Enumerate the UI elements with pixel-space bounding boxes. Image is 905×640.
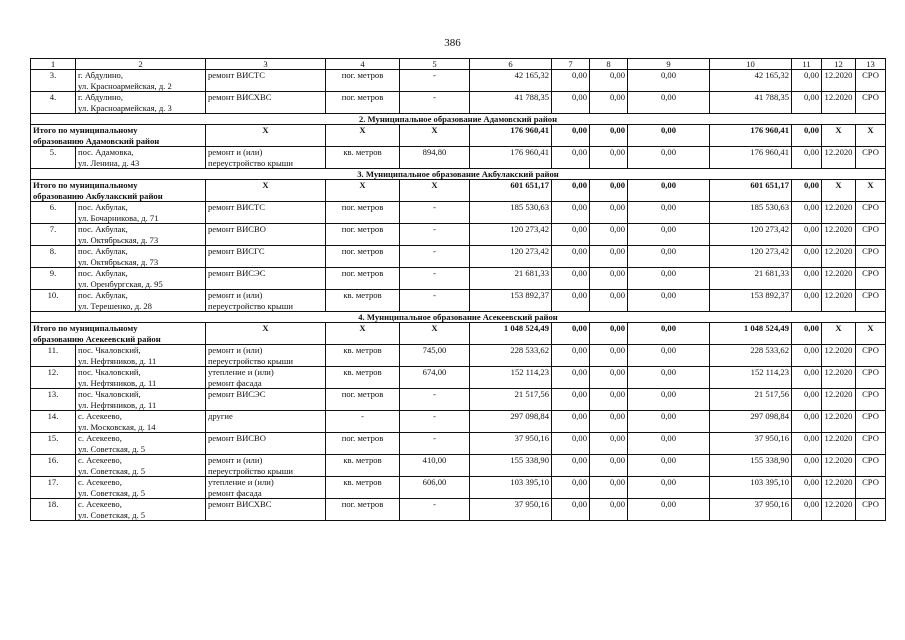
cell-col10: 153 892,37 (710, 290, 792, 312)
cell-col12: 12.2020 (822, 92, 856, 114)
cell-col8: 0,00 (590, 92, 628, 114)
cell-address: пос. Адамовка, ул. Ленина, д. 43 (76, 147, 206, 169)
cell-work: ремонт ВИСЭС (206, 268, 326, 290)
cell-qty: - (400, 246, 470, 268)
cell-qty: 410,00 (400, 455, 470, 477)
cell-total-cost: 297 098,84 (470, 411, 552, 433)
cell-total-cost: 37 950,16 (470, 433, 552, 455)
subtotal-row (31, 180, 886, 202)
cell-col13: СРО (856, 389, 886, 411)
table-row (31, 70, 886, 92)
cell-col11: 0,00 (792, 499, 822, 521)
table-row (31, 290, 886, 312)
cell-total-cost: 228 533,62 (470, 345, 552, 367)
cell-col9: 0,00 (628, 180, 710, 202)
cell-row-number: 11. (31, 345, 76, 367)
cell-work: ремонт и (или) переустройство крыши (206, 290, 326, 312)
cell-col12: 12.2020 (822, 433, 856, 455)
cell-unit: пог. метров (326, 499, 400, 521)
cell-col8: 0,00 (590, 224, 628, 246)
cell-col9: 0,00 (628, 147, 710, 169)
cell-col12: X (822, 323, 856, 345)
cell-col12: 12.2020 (822, 367, 856, 389)
column-header-3: 3 (206, 59, 326, 70)
cell-col8: 0,00 (590, 246, 628, 268)
column-header-12: 12 (822, 59, 856, 70)
cell-row-number: 14. (31, 411, 76, 433)
table-row (31, 389, 886, 411)
cell-col11: 0,00 (792, 92, 822, 114)
section-title: 3. Муниципальное образование Акбулакский район (31, 169, 886, 180)
cell-work: ремонт ВИСГС (206, 246, 326, 268)
cell-col11: 0,00 (792, 70, 822, 92)
cell-col13: СРО (856, 499, 886, 521)
cell-col8: 0,00 (590, 268, 628, 290)
column-header-9: 9 (628, 59, 710, 70)
cell-unit: пог. метров (326, 389, 400, 411)
cell-col11: 0,00 (792, 433, 822, 455)
cell-total-cost: 41 788,35 (470, 92, 552, 114)
cell-unit: X (326, 180, 400, 202)
cell-total-cost: 42 165,32 (470, 70, 552, 92)
section-header-row (31, 114, 886, 125)
column-header-13: 13 (856, 59, 886, 70)
column-header-1: 1 (31, 59, 76, 70)
section-title: 4. Муниципальное образование Асекеевский район (31, 312, 886, 323)
cell-col7: 0,00 (552, 345, 590, 367)
cell-col8: 0,00 (590, 147, 628, 169)
cell-col11: 0,00 (792, 147, 822, 169)
cell-qty: - (400, 224, 470, 246)
cell-unit: пог. метров (326, 246, 400, 268)
cell-col13: X (856, 180, 886, 202)
cell-address: с. Асекеево, ул. Московская, д. 14 (76, 411, 206, 433)
column-header-2: 2 (76, 59, 206, 70)
cell-qty: 674,00 (400, 367, 470, 389)
cell-unit: пог. метров (326, 433, 400, 455)
table-row (31, 224, 886, 246)
cell-col13: X (856, 125, 886, 147)
cell-row-number: 9. (31, 268, 76, 290)
cell-work: X (206, 125, 326, 147)
cell-qty: X (400, 125, 470, 147)
cell-unit: кв. метров (326, 290, 400, 312)
cell-col7: 0,00 (552, 180, 590, 202)
column-header-5: 5 (400, 59, 470, 70)
table-row (31, 455, 886, 477)
cell-unit: кв. метров (326, 367, 400, 389)
cell-address: пос. Акбулак, ул. Терешенко, д. 28 (76, 290, 206, 312)
cell-col8: 0,00 (590, 455, 628, 477)
cell-work: ремонт и (или) переустройство крыши (206, 345, 326, 367)
cell-col12: 12.2020 (822, 202, 856, 224)
cell-col10: 152 114,23 (710, 367, 792, 389)
cell-col9: 0,00 (628, 433, 710, 455)
table-row (31, 499, 886, 521)
cell-col9: 0,00 (628, 323, 710, 345)
cell-col9: 0,00 (628, 477, 710, 499)
cell-col7: 0,00 (552, 499, 590, 521)
cell-total-cost: 176 960,41 (470, 125, 552, 147)
cell-col8: 0,00 (590, 125, 628, 147)
cell-col12: 12.2020 (822, 268, 856, 290)
cell-col11: 0,00 (792, 202, 822, 224)
cell-col7: 0,00 (552, 367, 590, 389)
cell-address: г. Абдулино, ул. Красноармейская, д. 3 (76, 92, 206, 114)
cell-col12: 12.2020 (822, 477, 856, 499)
cell-col7: 0,00 (552, 389, 590, 411)
cell-col9: 0,00 (628, 389, 710, 411)
cell-work: другие (206, 411, 326, 433)
cell-col10: 1 048 524,49 (710, 323, 792, 345)
cell-col9: 0,00 (628, 345, 710, 367)
cell-unit: кв. метров (326, 455, 400, 477)
cell-col12: X (822, 180, 856, 202)
subtotal-label: Итого по муниципальному образованию Акбулакский район (31, 180, 206, 202)
cell-col9: 0,00 (628, 224, 710, 246)
cell-total-cost: 1 048 524,49 (470, 323, 552, 345)
cell-row-number: 3. (31, 70, 76, 92)
cell-col8: 0,00 (590, 180, 628, 202)
cell-total-cost: 153 892,37 (470, 290, 552, 312)
cell-col13: СРО (856, 411, 886, 433)
cell-qty: - (400, 202, 470, 224)
cell-col8: 0,00 (590, 499, 628, 521)
cell-col13: СРО (856, 202, 886, 224)
cell-col8: 0,00 (590, 290, 628, 312)
cell-unit: пог. метров (326, 70, 400, 92)
cell-row-number: 18. (31, 499, 76, 521)
column-number-row (31, 59, 886, 70)
cell-work: ремонт ВИСВО (206, 433, 326, 455)
cell-qty: - (400, 70, 470, 92)
cell-col13: СРО (856, 455, 886, 477)
cell-row-number: 4. (31, 92, 76, 114)
cell-address: с. Асекеево, ул. Советская, д. 5 (76, 455, 206, 477)
cell-unit: пог. метров (326, 224, 400, 246)
cell-row-number: 17. (31, 477, 76, 499)
cell-col11: 0,00 (792, 411, 822, 433)
section-header-row (31, 312, 886, 323)
section-title: 2. Муниципальное образование Адамовский район (31, 114, 886, 125)
cell-col10: 155 338,90 (710, 455, 792, 477)
cell-col9: 0,00 (628, 268, 710, 290)
cell-work: ремонт и (или) переустройство крыши (206, 455, 326, 477)
cell-col13: X (856, 323, 886, 345)
cell-unit: кв. метров (326, 147, 400, 169)
cell-work: ремонт ВИСЭС (206, 389, 326, 411)
cell-col13: СРО (856, 246, 886, 268)
cell-work: утепление и (или) ремонт фасада (206, 477, 326, 499)
cell-col8: 0,00 (590, 323, 628, 345)
cell-col10: 228 533,62 (710, 345, 792, 367)
cell-total-cost: 120 273,42 (470, 246, 552, 268)
cell-col9: 0,00 (628, 411, 710, 433)
cell-work: ремонт ВИСТС (206, 70, 326, 92)
page-number: 386 (444, 37, 461, 49)
cell-total-cost: 103 395,10 (470, 477, 552, 499)
cell-col12: 12.2020 (822, 147, 856, 169)
cell-row-number: 6. (31, 202, 76, 224)
cell-col11: 0,00 (792, 246, 822, 268)
cell-qty: 894,80 (400, 147, 470, 169)
cell-qty: 606,00 (400, 477, 470, 499)
table-row (31, 367, 886, 389)
table-body (31, 59, 886, 521)
cell-col8: 0,00 (590, 70, 628, 92)
table-row (31, 345, 886, 367)
cell-address: пос. Акбулак, ул. Оренбургская, д. 95 (76, 268, 206, 290)
cell-col7: 0,00 (552, 290, 590, 312)
cell-col12: 12.2020 (822, 389, 856, 411)
cell-col8: 0,00 (590, 202, 628, 224)
cell-qty: - (400, 411, 470, 433)
cell-work: X (206, 323, 326, 345)
table-row (31, 147, 886, 169)
cell-work: ремонт ВИСВО (206, 224, 326, 246)
table-row (31, 433, 886, 455)
cell-row-number: 7. (31, 224, 76, 246)
cell-col8: 0,00 (590, 345, 628, 367)
cell-work: утепление и (или) ремонт фасада (206, 367, 326, 389)
cell-work: X (206, 180, 326, 202)
cell-col7: 0,00 (552, 411, 590, 433)
cell-col12: 12.2020 (822, 345, 856, 367)
cell-col7: 0,00 (552, 268, 590, 290)
table-row (31, 477, 886, 499)
cell-qty: - (400, 499, 470, 521)
cell-unit: X (326, 323, 400, 345)
cell-total-cost: 155 338,90 (470, 455, 552, 477)
cell-col9: 0,00 (628, 455, 710, 477)
cell-col9: 0,00 (628, 246, 710, 268)
cell-unit: пог. метров (326, 268, 400, 290)
cell-col9: 0,00 (628, 125, 710, 147)
column-header-10: 10 (710, 59, 792, 70)
column-header-11: 11 (792, 59, 822, 70)
cell-total-cost: 120 273,42 (470, 224, 552, 246)
cell-col11: 0,00 (792, 125, 822, 147)
cell-col7: 0,00 (552, 202, 590, 224)
cell-col13: СРО (856, 224, 886, 246)
cell-col8: 0,00 (590, 433, 628, 455)
cell-work: ремонт ВИСТС (206, 202, 326, 224)
cell-address: пос. Акбулак, ул. Октябрьская, д. 73 (76, 224, 206, 246)
cell-col10: 176 960,41 (710, 147, 792, 169)
cell-col9: 0,00 (628, 92, 710, 114)
column-header-4: 4 (326, 59, 400, 70)
cell-col13: СРО (856, 290, 886, 312)
cell-col11: 0,00 (792, 455, 822, 477)
cell-col11: 0,00 (792, 389, 822, 411)
cell-col9: 0,00 (628, 290, 710, 312)
repair-schedule-table (30, 58, 886, 521)
cell-col8: 0,00 (590, 477, 628, 499)
cell-row-number: 8. (31, 246, 76, 268)
cell-row-number: 12. (31, 367, 76, 389)
cell-address: с. Асекеево, ул. Советская, д. 5 (76, 433, 206, 455)
cell-address: пос. Акбулак, ул. Октябрьская, д. 73 (76, 246, 206, 268)
cell-col11: 0,00 (792, 224, 822, 246)
cell-work: ремонт ВИСХВС (206, 92, 326, 114)
cell-qty: - (400, 433, 470, 455)
cell-unit: X (326, 125, 400, 147)
column-header-8: 8 (590, 59, 628, 70)
cell-row-number: 5. (31, 147, 76, 169)
cell-address: пос. Чкаловский, ул. Нефтяников, д. 11 (76, 367, 206, 389)
cell-col11: 0,00 (792, 323, 822, 345)
cell-qty: X (400, 180, 470, 202)
cell-col7: 0,00 (552, 125, 590, 147)
cell-unit: кв. метров (326, 477, 400, 499)
cell-unit: - (326, 411, 400, 433)
cell-col10: 103 395,10 (710, 477, 792, 499)
cell-total-cost: 21 517,56 (470, 389, 552, 411)
cell-address: с. Асекеево, ул. Советская, д. 5 (76, 499, 206, 521)
cell-address: с. Асекеево, ул. Советская, д. 5 (76, 477, 206, 499)
section-header-row (31, 169, 886, 180)
cell-col13: СРО (856, 70, 886, 92)
table-row (31, 411, 886, 433)
cell-row-number: 16. (31, 455, 76, 477)
cell-col12: 12.2020 (822, 70, 856, 92)
cell-col10: 41 788,35 (710, 92, 792, 114)
cell-unit: пог. метров (326, 202, 400, 224)
cell-total-cost: 37 950,16 (470, 499, 552, 521)
cell-col10: 120 273,42 (710, 224, 792, 246)
cell-col7: 0,00 (552, 246, 590, 268)
cell-col13: СРО (856, 433, 886, 455)
cell-col13: СРО (856, 477, 886, 499)
cell-col12: 12.2020 (822, 411, 856, 433)
subtotal-row (31, 125, 886, 147)
cell-address: пос. Чкаловский, ул. Нефтяников, д. 11 (76, 345, 206, 367)
cell-address: пос. Чкаловский, ул. Нефтяников, д. 11 (76, 389, 206, 411)
cell-row-number: 13. (31, 389, 76, 411)
table-row (31, 92, 886, 114)
cell-col9: 0,00 (628, 367, 710, 389)
cell-col13: СРО (856, 92, 886, 114)
cell-row-number: 15. (31, 433, 76, 455)
cell-col7: 0,00 (552, 455, 590, 477)
column-header-6: 6 (470, 59, 552, 70)
cell-col8: 0,00 (590, 367, 628, 389)
cell-col11: 0,00 (792, 290, 822, 312)
cell-total-cost: 21 681,33 (470, 268, 552, 290)
cell-col13: СРО (856, 345, 886, 367)
cell-address: г. Абдулино, ул. Красноармейская, д. 2 (76, 70, 206, 92)
cell-col12: 12.2020 (822, 290, 856, 312)
cell-col12: 12.2020 (822, 246, 856, 268)
cell-col7: 0,00 (552, 224, 590, 246)
cell-unit: пог. метров (326, 92, 400, 114)
table-row (31, 202, 886, 224)
cell-unit: кв. метров (326, 345, 400, 367)
cell-col7: 0,00 (552, 433, 590, 455)
cell-col11: 0,00 (792, 268, 822, 290)
cell-col12: 12.2020 (822, 455, 856, 477)
cell-col9: 0,00 (628, 70, 710, 92)
cell-row-number: 10. (31, 290, 76, 312)
cell-col7: 0,00 (552, 70, 590, 92)
cell-col11: 0,00 (792, 345, 822, 367)
cell-col12: 12.2020 (822, 499, 856, 521)
cell-qty: - (400, 268, 470, 290)
subtotal-label: Итого по муниципальному образованию Адамовский район (31, 125, 206, 147)
cell-col13: СРО (856, 268, 886, 290)
cell-col13: СРО (856, 367, 886, 389)
cell-col10: 42 165,32 (710, 70, 792, 92)
cell-col10: 185 530,63 (710, 202, 792, 224)
cell-col8: 0,00 (590, 411, 628, 433)
cell-total-cost: 601 651,17 (470, 180, 552, 202)
cell-qty: 745,00 (400, 345, 470, 367)
cell-col10: 37 950,16 (710, 499, 792, 521)
cell-qty: - (400, 92, 470, 114)
cell-col11: 0,00 (792, 180, 822, 202)
cell-col11: 0,00 (792, 367, 822, 389)
column-header-7: 7 (552, 59, 590, 70)
table-row (31, 246, 886, 268)
cell-qty: - (400, 389, 470, 411)
cell-col10: 37 950,16 (710, 433, 792, 455)
cell-col13: СРО (856, 147, 886, 169)
table-row (31, 268, 886, 290)
cell-total-cost: 185 530,63 (470, 202, 552, 224)
cell-col10: 21 681,33 (710, 268, 792, 290)
cell-col8: 0,00 (590, 389, 628, 411)
cell-col10: 176 960,41 (710, 125, 792, 147)
cell-address: пос. Акбулак, ул. Бочарникова, д. 71 (76, 202, 206, 224)
cell-work: ремонт ВИСХВС (206, 499, 326, 521)
cell-qty: - (400, 290, 470, 312)
cell-col10: 297 098,84 (710, 411, 792, 433)
cell-col9: 0,00 (628, 499, 710, 521)
cell-total-cost: 176 960,41 (470, 147, 552, 169)
cell-col10: 601 651,17 (710, 180, 792, 202)
cell-qty: X (400, 323, 470, 345)
cell-total-cost: 152 114,23 (470, 367, 552, 389)
subtotal-label: Итого по муниципальному образованию Асекеевский район (31, 323, 206, 345)
cell-col11: 0,00 (792, 477, 822, 499)
cell-col10: 120 273,42 (710, 246, 792, 268)
cell-col12: X (822, 125, 856, 147)
cell-col9: 0,00 (628, 202, 710, 224)
cell-col7: 0,00 (552, 477, 590, 499)
cell-col7: 0,00 (552, 323, 590, 345)
cell-col7: 0,00 (552, 92, 590, 114)
subtotal-row (31, 323, 886, 345)
cell-col12: 12.2020 (822, 224, 856, 246)
cell-col10: 21 517,56 (710, 389, 792, 411)
cell-col7: 0,00 (552, 147, 590, 169)
cell-work: ремонт и (или) переустройство крыши (206, 147, 326, 169)
